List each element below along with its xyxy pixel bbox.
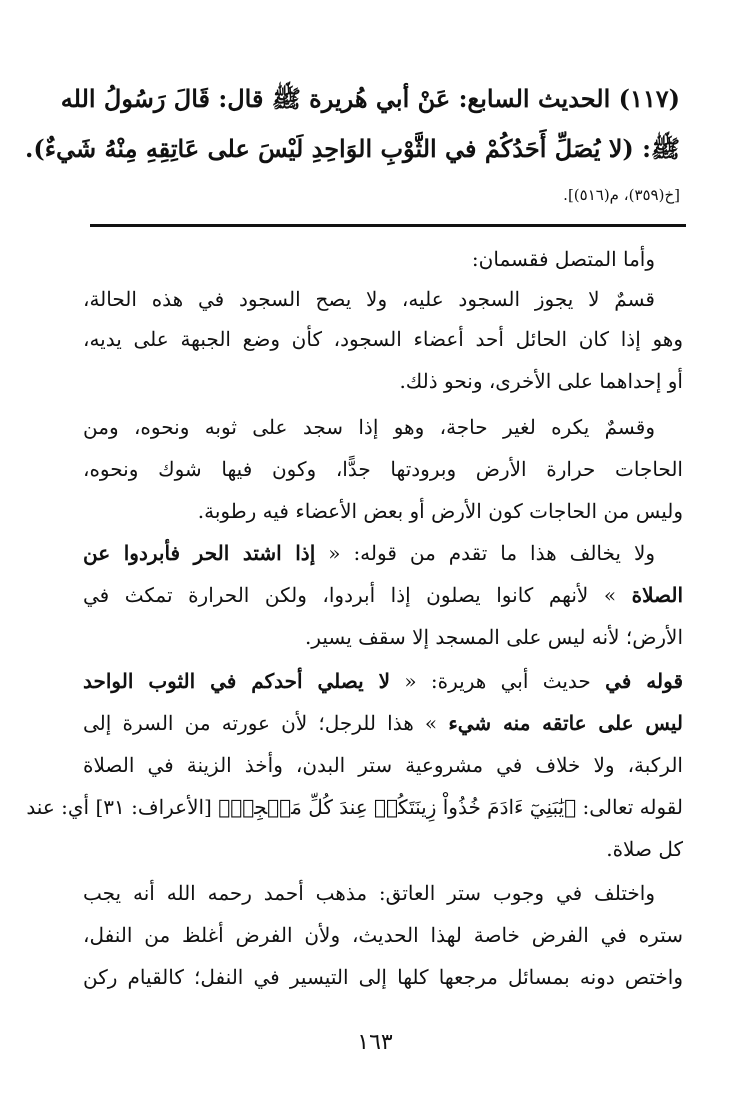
- hadith-quote-garment: لا يصلي أحدكم في الثوب الواحد: [83, 669, 390, 693]
- hadith-line-1: (١١٧) الحديث السابع: عَنْ أبي هُريرة ﷺ قال: قَالَ رَسُولُ الله: [60, 84, 680, 113]
- hadith-reference: [خ(٣٥٩)، م(٥١٦)].: [563, 186, 680, 204]
- body-line-11: [83, 666, 683, 700]
- body-line-16: واختلف في وجوب ستر العاتق: مذهب أحمد رحمه الله أنه يجب: [83, 881, 655, 905]
- body-line-9: [83, 580, 683, 614]
- body-line-8: [83, 538, 683, 572]
- body-line-11-text: حديث أبي هريرة: «: [404, 669, 591, 693]
- body-line-10: الأرض؛ لأنه ليس على المسجد إلا سقف يسير.: [304, 625, 683, 649]
- body-line-12: [83, 708, 683, 742]
- separator-rule: [90, 224, 686, 227]
- hadith-quote-garment-end: ليس على عاتقه منه شيء: [448, 711, 684, 735]
- body-line-8-text: ولا يخالف هذا ما تقدم من قوله: «: [328, 541, 656, 565]
- page-number: ١٦٣: [357, 1030, 393, 1055]
- body-line-13: الركبة، ولا خلاف في مشروعية ستر البدن، وأخذ الزينة في الصلاة: [83, 753, 683, 777]
- body-line-15: كل صلاة.: [606, 837, 683, 861]
- body-line-1: وأما المتصل فقسمان:: [471, 247, 655, 271]
- body-line-14: لقوله تعالى: ﴿يَٰبَنِيٓ ءَادَمَ خُذُواْ زِينَتَكُمۡ عِندَ كُلِّ مَسۡجِدٖ﴾ [الأعراف: ٣١] أي: عند: [26, 795, 683, 819]
- body-line-18: واختص دونه بمسائل مرجعها كلها إلى التيسير في النفل؛ كالقيام ركن: [83, 965, 683, 989]
- body-line-6: الحاجات حرارة الأرض وبرودتها جدًّا، وكون فيها شوك ونحوه،: [83, 457, 683, 481]
- hadith-line-2: ﷺ: (لا يُصَلِّ أَحَدُكُمْ في الثَّوْبِ الوَاحِدِ لَيْسَ على عَاتِقِهِ مِنْهُ شَيءٌ).: [25, 134, 680, 163]
- body-line-3: وهو إذا كان الحائل أحد أعضاء السجود، كأن وضع الجبهة على يديه،: [83, 327, 683, 351]
- commentary-heading: قوله في: [605, 669, 684, 693]
- body-line-12-text: » هذا للرجل؛ لأن عورته من السرة إلى: [83, 711, 438, 735]
- body-line-5: وقسمٌ يكره لغير حاجة، وهو إذا سجد على ثوبه ونحوه، ومن: [83, 415, 655, 439]
- hadith-quote-heat-end: الصلاة: [631, 583, 683, 607]
- body-line-7: وليس من الحاجات كون الأرض أو بعض الأعضاء فيه رطوبة.: [197, 499, 683, 523]
- body-line-4: أو إحداهما على الأخرى، ونحو ذلك.: [399, 369, 683, 393]
- body-line-2: قسمٌ لا يجوز السجود عليه، ولا يصح السجود في هذه الحالة،: [83, 287, 655, 311]
- body-line-9-text: » لأنهم كانوا يصلون إذا أبردوا، ولكن الحرارة تمكث في: [83, 583, 617, 607]
- body-line-17: ستره في الفرض خاصة لهذا الحديث، ولأن الفرض أغلظ من النفل،: [83, 923, 683, 947]
- hadith-quote-heat: إذا اشتد الحر فأبردوا عن: [83, 541, 316, 565]
